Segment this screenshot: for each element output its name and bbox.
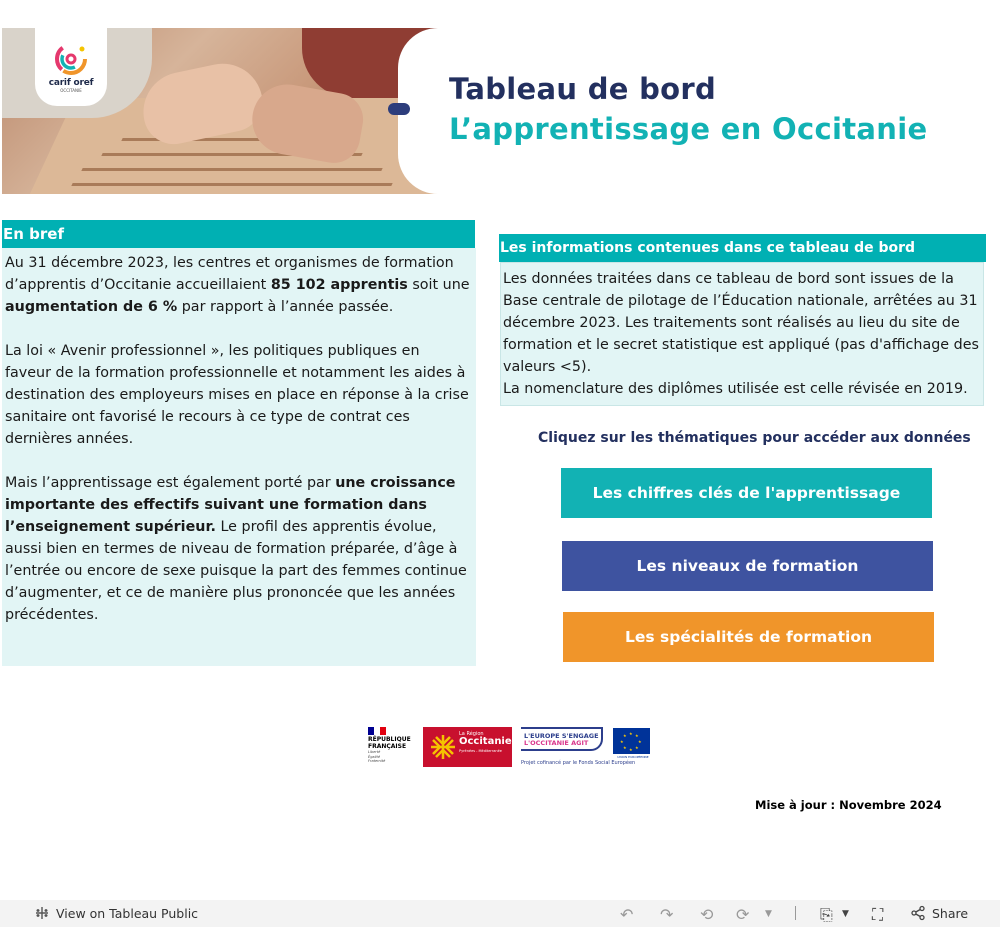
occ-small: La Région [459,731,484,737]
eu-line2: L'OCCITANIE AGIT [524,739,589,747]
specialites-formation-button[interactable]: Les spécialités de formation [563,612,934,662]
rf-motto3: Fraternité [368,759,386,763]
eu-line1: L'EUROPE S'ENGAGE [524,732,599,740]
text-run: soit une [407,277,470,293]
header-banner-image [2,28,438,194]
en-bref-paragraph-1 [5,252,470,318]
logo-name: carif oref [48,77,94,88]
share-button[interactable] [910,905,968,921]
banner-dash-accent [388,103,410,115]
text-run: par rapport à l’année passée. [177,299,394,315]
revert-icon[interactable]: ⟲ [700,905,714,924]
apprentis-count: 85 102 apprentis [270,277,408,293]
page-title: Tableau de bord [449,72,717,106]
carif-oref-logo [35,28,107,106]
occ-sub: Pyrénées - Méditerranée [459,749,502,753]
partner-logos [368,725,658,770]
download-icon[interactable]: ⎘ [820,905,833,924]
redo-icon[interactable]: ↷ [660,905,674,924]
en-bref-paragraph-2: La loi « Avenir professionnel », les politiques publiques en faveur de la formation professionnelle et notamment les aides à destination des employeurs mises en place en réponse à la crise sanitaire ont favorisé le recours à ce type de contrat ces dernières années. [5,343,469,447]
update-date: Mise à jour : Novembre 2024 [755,798,942,812]
refresh-icon[interactable]: ⟳ [736,905,750,924]
eu-fund-text: Projet cofinancé par le Fonds Social Européen [521,760,636,766]
tableau-logo-icon [34,905,50,921]
info-panel [500,262,984,406]
download-chevron-icon[interactable]: ▼ [842,909,849,919]
logo-sub: OCCITANIE [60,87,82,93]
chevron-down-icon[interactable]: ▼ [765,909,772,919]
share-icon [910,905,926,921]
occitan-cross-icon [427,731,459,763]
view-on-tableau-link[interactable] [34,905,198,921]
republique-francaise-logo [368,727,416,767]
chiffres-cles-button[interactable]: Les chiffres clés de l'apprentissage [561,468,932,518]
share-label: Share [932,905,969,921]
occ-name: Occitanie [459,736,512,747]
rf-line2: FRANÇAISE [368,742,407,750]
undo-icon[interactable]: ↶ [620,905,634,924]
region-occitanie-logo [423,727,512,767]
toolbar-divider [795,906,796,920]
eu-caption: UNION EUROPÉENNE [617,755,649,759]
niveaux-formation-button[interactable]: Les niveaux de formation [562,541,933,591]
info-body-2: La nomenclature des diplômes utilisée est celle révisée en 2019. [503,381,968,397]
french-flag-icon [368,727,386,735]
info-body-1: Les données traitées dans ce tableau de bord sont issues de la Base centrale de pilotage de l’Éducation nationale, arrêtées au 31 décembre 2023. Les traitements sont réalisés au lieu du site de formation et le secret statistique est appliqué (pas d'affichage des valeurs <5). [503,271,979,375]
tableau-toolbar [0,900,1000,927]
text-run: Le profil des apprentis évolue, aussi bien en termes de niveau de formation préparée, d’âge à l’entrée ou encore de sexe puisque la part des femmes continue d’augmenter, et ce de manière plus prononcée que les années précédentes. [5,519,467,623]
eu-flag-icon: ★ ★ ★ ★ ★ ★ ★ ★ [613,728,650,754]
en-bref-paragraph-3 [5,472,470,626]
text-run: Au 31 décembre 2023, les centres et organismes de formation d’apprentis d’Occitanie accueillaient [5,255,454,293]
carif-oref-logo-mark [54,42,88,76]
view-on-tableau-label: View on Tableau Public [56,905,199,921]
cta-label: Cliquez sur les thématiques pour accéder aux données [538,430,971,446]
rf-line1: RÉPUBLIQUE [368,736,411,743]
highlight-text: une croissance importante des effectifs suivant une formation dans l’enseignement supérieur. [5,475,456,535]
banner-white-cutout [398,28,478,194]
text-run: Mais l’apprentissage est également porté par [5,475,336,491]
fullscreen-icon[interactable]: ⛶ [872,905,884,924]
info-heading: Les informations contenues dans ce tableau de bord [499,234,986,262]
en-bref-panel [2,248,476,666]
europe-engage-logo [521,727,603,751]
rf-motto2: Égalité [368,754,381,759]
en-bref-heading: En bref [2,220,475,248]
growth-rate: augmentation de 6 % [5,299,178,315]
page-subtitle: L’apprentissage en Occitanie [449,112,928,146]
rf-motto1: Liberté [368,750,381,754]
